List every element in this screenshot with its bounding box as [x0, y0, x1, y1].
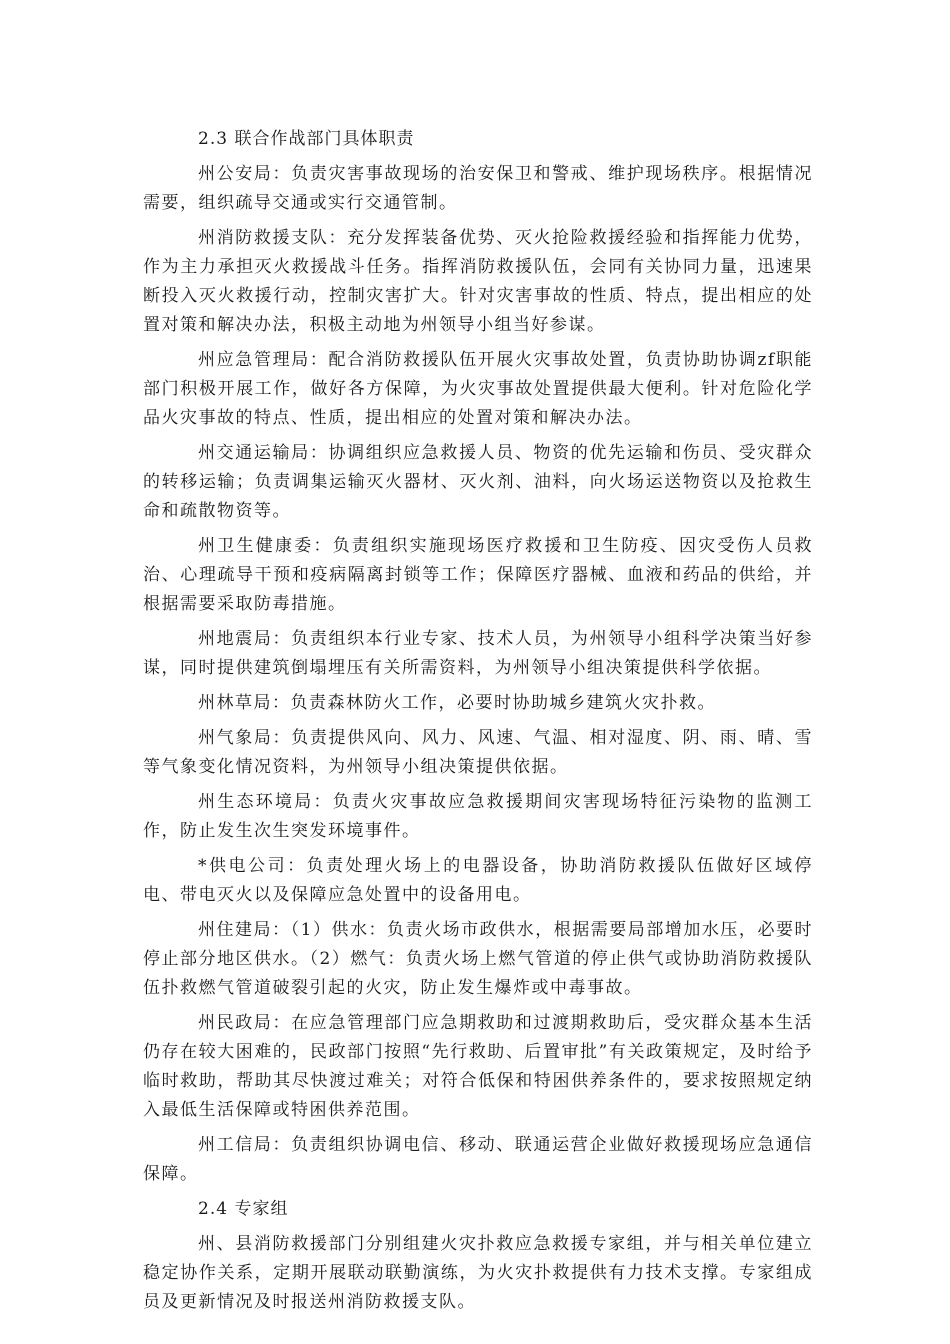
paragraph-meteorology: 州气象局：负责提供风向、风力、风速、气温、相对湿度、阴、雨、晴、雪等气象变化情况资料，为州领导小组决策提供依据。 — [143, 728, 813, 777]
section-heading-2-4: 2.4 专家组 — [198, 1199, 289, 1219]
paragraph-fire-rescue: 州消防救援支队：充分发挥装备优势、灭火抢险救援经验和指挥能力优势，作为主力承担灭火救援战斗任务。指挥消防救援队伍，会同有关协同力量，迅速果断投入灭火救援行动，控制灾害扩大。针对灾害事故的性质、特点，提出相应的处置对策和解决办法，积极主动地为州领导小组当好参谋。 — [143, 228, 813, 335]
section-heading-2-3: 2.3 联合作战部门具体职责 — [198, 129, 415, 149]
paragraph-earthquake: 州地震局：负责组织本行业专家、技术人员，为州领导小组科学决策当好参谋，同时提供建筑倒塌埋压有关所需资料，为州领导小组决策提供科学依据。 — [143, 629, 813, 678]
paragraph-power-supply: *供电公司：负责处理火场上的电器设备，协助消防救援队伍做好区域停电、带电灭火以及保障应急处置中的设备用电。 — [143, 856, 813, 905]
paragraph-civil-affairs: 州民政局：在应急管理部门应急期救助和过渡期救助后，受灾群众基本生活仍存在较大困难的，民政部门按照“先行救助、后置审批”有关政策规定，及时给予临时救助，帮助其尽快渡过难关；对符合低保和特困供养条件的，要求按照规定纳入最低生活保障或特困供养范围。 — [143, 1013, 813, 1120]
paragraph-emergency-management: 州应急管理局：配合消防救援队伍开展火灾事故处置，负责协助协调zf职能部门积极开展工作，做好各方保障，为火灾事故处置提供最大便利。针对危险化学品火灾事故的特点、性质，提出相应的处置对策和解决办法。 — [143, 350, 813, 428]
paragraph-public-security: 州公安局：负责灾害事故现场的治安保卫和警戒、维护现场秩序。根据情况需要，组织疏导交通或实行交通管制。 — [143, 164, 813, 213]
paragraph-expert-group: 州、县消防救援部门分别组建火灾扑救应急救援专家组，并与相关单位建立稳定协作关系，定期开展联动联勤演练，为火灾扑救提供有力技术支撑。专家组成员及更新情况及时报送州消防救援支队。 — [143, 1234, 813, 1312]
paragraph-housing: 州住建局：（1）供水：负责火场市政供水，根据需要局部增加水压，必要时停止部分地区供水。（2）燃气：负责火场上燃气管道的停止供气或协助消防救援队伍扑救燃气管道破裂引起的火灾，防止发生爆炸或中毒事故。 — [143, 920, 813, 998]
paragraph-health: 州卫生健康委：负责组织实施现场医疗救援和卫生防疫、因灾受伤人员救治、心理疏导干预和疫病隔离封锁等工作；保障医疗器械、血液和药品的供给，并根据需要采取防毒措施。 — [143, 536, 813, 614]
paragraph-ecology: 州生态环境局：负责火灾事故应急救援期间灾害现场特征污染物的监测工作，防止发生次生突发环境事件。 — [143, 792, 813, 841]
paragraph-industry-it: 州工信局：负责组织协调电信、移动、联通运营企业做好救援现场应急通信保障。 — [143, 1135, 813, 1184]
paragraph-transport: 州交通运输局：协调组织应急救援人员、物资的优先运输和伤员、受灾群众的转移运输；负责调集运输灭火器材、灭火剂、油料，向火场运送物资以及抢救生命和疏散物资等。 — [143, 443, 813, 521]
document-page — [143, 125, 813, 1323]
paragraph-forestry: 州林草局：负责森林防火工作，必要时协助城乡建筑火灾扑救。 — [198, 693, 716, 713]
